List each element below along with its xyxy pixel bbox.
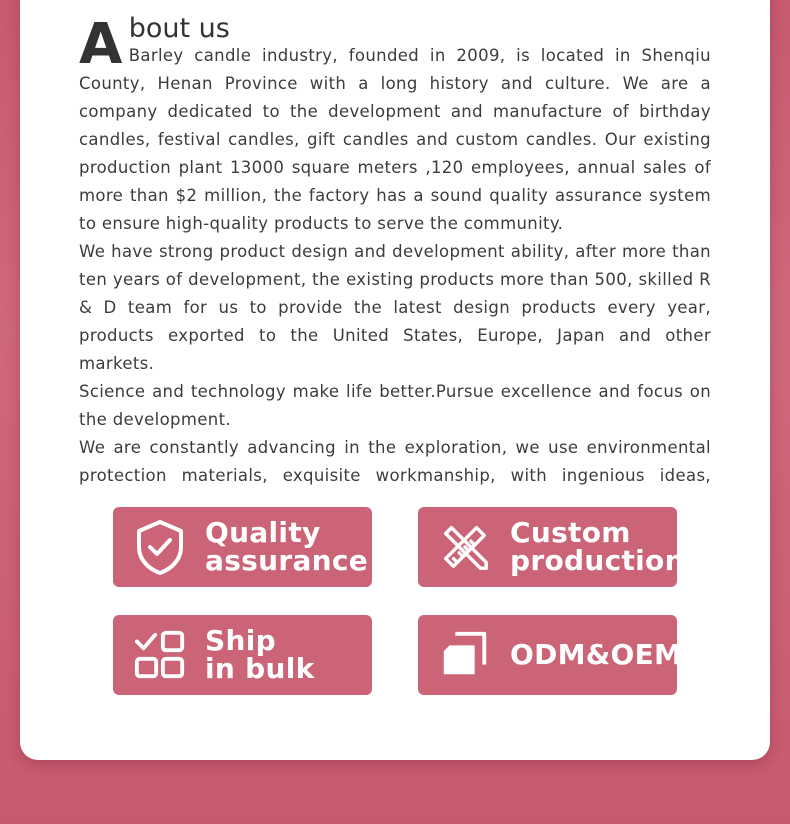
quality-assurance-button[interactable]	[113, 507, 372, 587]
custom-production-button[interactable]	[418, 507, 685, 587]
pencil-ruler-icon	[438, 520, 492, 574]
feature-label-line2: in bulk	[205, 652, 315, 685]
layers-icon	[438, 628, 492, 682]
feature-label-line1: ODM&OEM	[510, 638, 683, 671]
feature-label-line1: Ship	[205, 624, 276, 657]
feature-label-line2: production	[510, 544, 685, 577]
drop-cap: A	[79, 12, 123, 77]
grid-check-icon	[133, 628, 187, 682]
ship-in-bulk-button[interactable]	[113, 615, 372, 695]
feature-label-line1: Custom	[510, 516, 631, 549]
about-paragraph: We have strong product design and development ability, after more than ten years of development, the existing products more than 500, skilled R & D team for us to provide the latest design products every year, products exported to the United States, Europe, Japan and other markets.	[79, 242, 711, 373]
section-title: bout us	[128, 13, 230, 44]
about-section	[79, 14, 711, 490]
feature-label	[205, 516, 369, 577]
feature-label-line1: Quality	[205, 516, 321, 549]
odm-oem-button[interactable]	[418, 615, 683, 695]
feature-label	[205, 624, 315, 685]
about-paragraph: Barley candle industry, founded in 2009, is located in Shenqiu County, Henan Province with a long history and culture. We are a company dedicated to the development and manufacture of birthday candles, festival candles, gift candles and custom candles. Our existing production plant 13000 square meters ,120 employees, annual sales of more than $2 million, the factory has a sound quality assurance system to ensure high-quality products to serve the community.	[79, 46, 711, 233]
feature-label	[510, 516, 685, 577]
shield-check-icon	[133, 520, 187, 574]
about-paragraph: Science and technology make life better.Pursue excellence and focus on the development.	[79, 382, 711, 429]
about-paragraph: We are constantly advancing in the exploration, we use environmental protection materials, exquisite workmanship, with ingenious ideas,	[79, 438, 711, 485]
feature-label-line2: assurance	[205, 544, 369, 577]
feature-label	[510, 638, 683, 671]
